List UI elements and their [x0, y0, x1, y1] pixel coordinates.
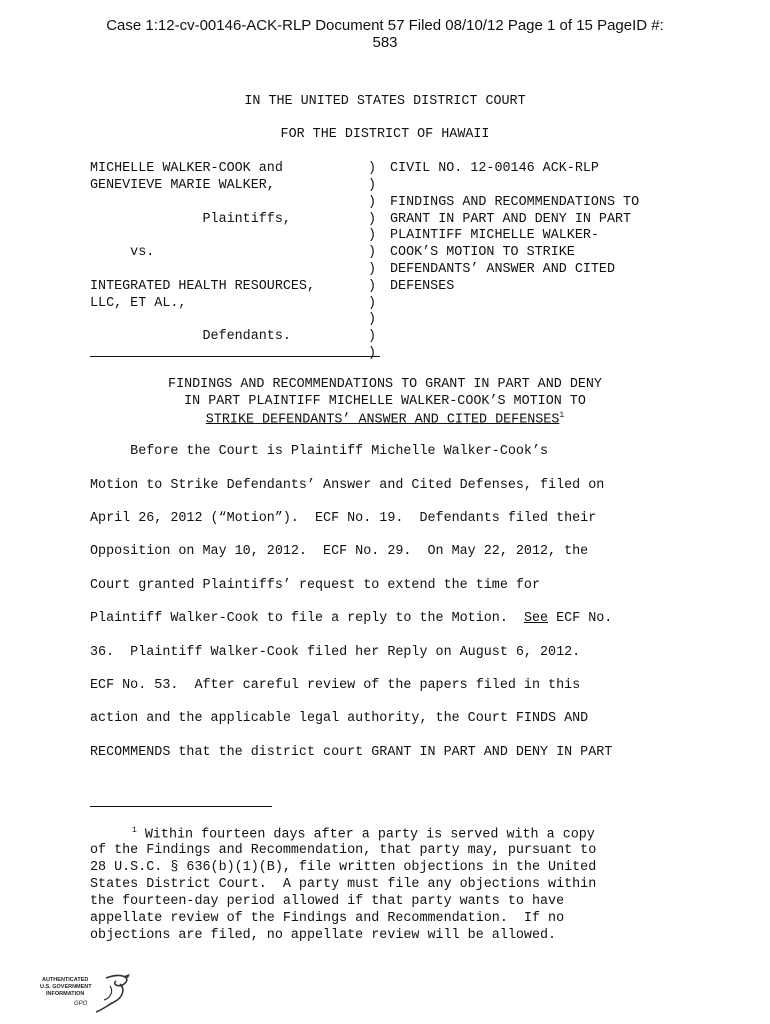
document-title-line: IN PART PLAINTIFF MICHELLE WALKER-COOK’S MOTION TO: [184, 394, 586, 409]
svg-text:AUTHENTICATED: AUTHENTICATED: [42, 977, 89, 983]
svg-text:INFORMATION: INFORMATION: [46, 991, 85, 997]
caption-party-line: INTEGRATED HEALTH RESOURCES,: [90, 279, 315, 294]
footnote-line: appellate review of the Findings and Recommendation. If no: [90, 911, 565, 926]
caption-party-line: MICHELLE WALKER-COOK and: [90, 161, 283, 176]
body-line: RECOMMENDS that the district court GRANT IN PART AND DENY IN PART: [90, 745, 613, 760]
footnote-line: objections are filed, no appellate review will be allowed.: [90, 928, 557, 943]
caption-doc-title-line: PLAINTIFF MICHELLE WALKER-: [390, 228, 599, 243]
case-header: Case 1:12-cv-00146-ACK-RLP Document 57 Filed 08/10/12 Page 1 of 15 PageID #:: [106, 17, 664, 34]
body-line: Motion to Strike Defendants’ Answer and Cited Defenses, filed on: [90, 478, 605, 493]
caption-paren: ): [368, 245, 377, 260]
caption-paren: ): [368, 262, 377, 277]
caption-paren: ): [368, 296, 377, 311]
body-line: April 26, 2012 (“Motion”). ECF No. 19. Defendants filed their: [90, 511, 597, 526]
court-name: IN THE UNITED STATES DISTRICT COURT: [244, 94, 526, 109]
caption-vs: vs.: [90, 245, 155, 260]
caption-paren: ): [368, 312, 377, 327]
body-line: Opposition on May 10, 2012. ECF No. 29. On May 22, 2012, the: [90, 544, 589, 559]
gpo-authenticated-logo: [40, 972, 140, 1016]
caption-rule: [90, 356, 380, 357]
footnote-line: the fourteen-day period allowed if that party wants to have: [90, 894, 565, 909]
page-id-number: 583: [372, 34, 398, 51]
caption-paren: ): [368, 161, 377, 176]
caption-doc-title-line: DEFENSES: [390, 279, 455, 294]
caption-defendants-label: Defendants.: [90, 329, 291, 344]
svg-text:U.S. GOVERNMENT: U.S. GOVERNMENT: [40, 984, 92, 990]
court-district: FOR THE DISTRICT OF HAWAII: [280, 127, 490, 142]
footnote-first-line: [132, 826, 595, 842]
body-line: [90, 611, 612, 626]
caption-doc-title-line: DEFENDANTS’ ANSWER AND CITED: [390, 262, 615, 277]
footnote-text: Within fourteen days after a party is served with a copy: [136, 827, 595, 843]
footnote-line: 28 U.S.C. § 636(b)(1)(B), file written objections in the United: [90, 860, 597, 875]
caption-plaintiffs-label: Plaintiffs,: [90, 212, 291, 227]
footnote-mark: 1: [132, 826, 137, 835]
body-line: Court granted Plaintiffs’ request to extend the time for: [90, 578, 540, 593]
footnote-line: of the Findings and Recommendation, that party may, pursuant to: [90, 843, 597, 858]
body-line: Before the Court is Plaintiff Michelle Walker-Cook’s: [90, 444, 549, 459]
civil-number: CIVIL NO. 12-00146 ACK-RLP: [390, 161, 599, 176]
body-text-fragment: ECF No.: [548, 611, 613, 626]
caption-party-line: GENEVIEVE MARIE WALKER,: [90, 178, 275, 193]
caption-party-line: LLC, ET AL.,: [90, 296, 187, 311]
caption-paren: ): [368, 329, 377, 344]
caption-paren: ): [368, 195, 377, 210]
gpo-eagle-icon: [40, 972, 140, 1016]
body-line: action and the applicable legal authority, the Court FINDS AND: [90, 711, 589, 726]
caption-paren: ): [368, 212, 377, 227]
see-signal: See: [523, 611, 549, 626]
caption-doc-title-line: FINDINGS AND RECOMMENDATIONS TO: [390, 195, 640, 210]
document-title-line: [0, 411, 770, 427]
footnote-reference: 1: [559, 411, 565, 420]
document-title-line: FINDINGS AND RECOMMENDATIONS TO GRANT IN PART AND DENY: [168, 377, 602, 392]
caption-paren: ): [368, 228, 377, 243]
body-text-fragment: Plaintiff Walker-Cook to file a reply to the Motion.: [90, 611, 524, 626]
caption-doc-title-line: GRANT IN PART AND DENY IN PART: [390, 212, 632, 227]
document-title-underlined: STRIKE DEFENDANTS’ ANSWER AND CITED DEFENSES: [205, 412, 560, 428]
footnote-rule: [90, 806, 272, 807]
footnote-line: States District Court. A party must file any objections within: [90, 877, 597, 892]
svg-text:GPO: GPO: [74, 1001, 88, 1007]
body-line: ECF No. 53. After careful review of the papers filed in this: [90, 678, 581, 693]
caption-paren: ): [368, 178, 377, 193]
body-line: 36. Plaintiff Walker-Cook filed her Reply on August 6, 2012.: [90, 645, 581, 660]
caption-paren: ): [368, 279, 377, 294]
caption-doc-title-line: COOK’S MOTION TO STRIKE: [390, 245, 575, 260]
caption-paren: ): [368, 346, 377, 361]
